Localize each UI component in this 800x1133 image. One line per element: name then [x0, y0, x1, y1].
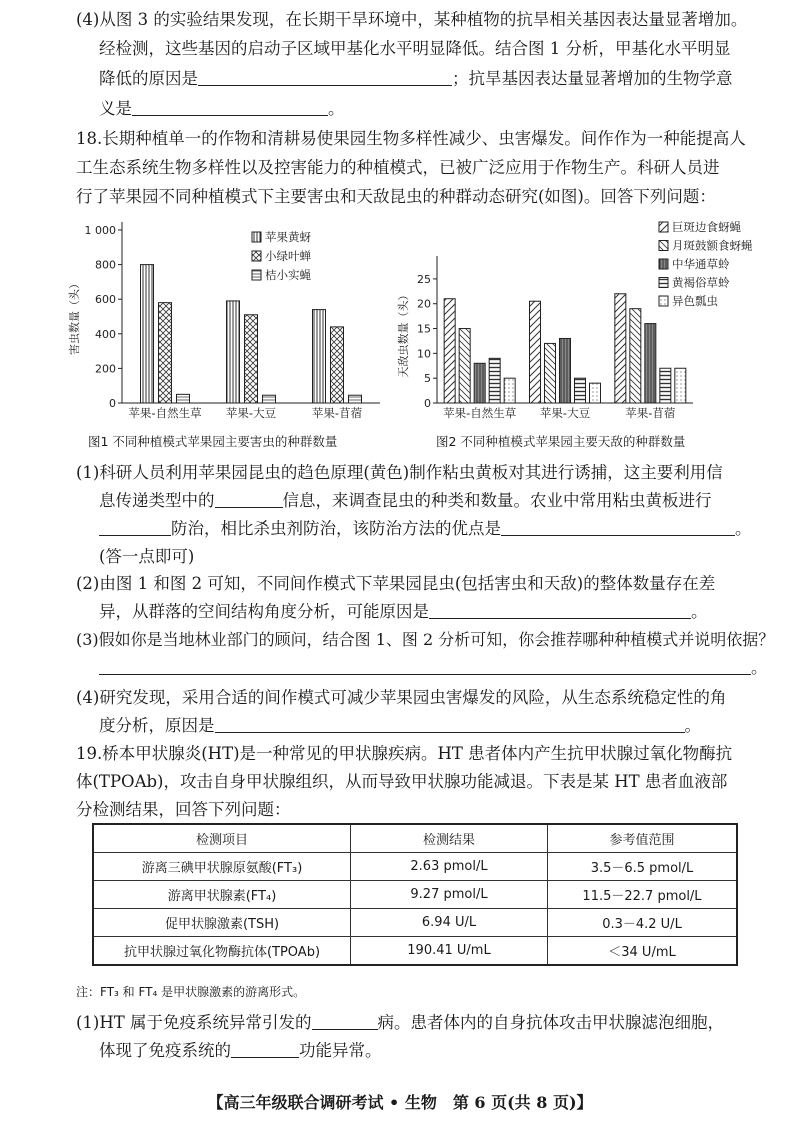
q17-4-line4-text-b: 。	[328, 99, 345, 118]
answer-blank[interactable]	[215, 716, 685, 733]
q19-1-line1	[76, 1012, 724, 1034]
q19-1-line2	[99, 1040, 382, 1062]
y-tick-label: 1 000	[84, 224, 116, 237]
table-cell: 促甲状腺激素(TSH)	[93, 909, 351, 937]
answer-blank[interactable]	[429, 602, 691, 619]
x-tick-label: 苹果-苜蓿	[625, 406, 676, 420]
table-cell: 2.63 pmol/L	[351, 853, 548, 881]
bar	[444, 299, 455, 403]
q18-1-line4: (答一点即可)	[99, 547, 195, 566]
legend-label: 异色瓢虫	[672, 294, 718, 308]
q18-1-line2-text-a: 息传递类型中的	[99, 491, 215, 510]
q19-intro-line3: 分检测结果，回答下列问题：	[76, 800, 291, 819]
test-results-table	[92, 823, 738, 966]
y-tick-label: 25	[417, 272, 431, 286]
q18-2-line2-text-a: 异，从群落的空间结构角度分析，可能原因是	[99, 602, 429, 621]
q18-3-end: 。	[751, 658, 768, 677]
q18-1-line2	[99, 490, 712, 512]
legend-swatch	[659, 296, 668, 306]
q18-4-line2	[99, 715, 701, 737]
bar	[459, 329, 470, 403]
bar	[575, 378, 586, 403]
answer-blank[interactable]	[198, 69, 452, 86]
table-cell: 3.5－6.5 pmol/L	[548, 853, 738, 881]
q18-4-line1: (4)研究发现，采用合适的间作模式可减少苹果园虫害爆发的风险，从生态系统稳定性的角	[76, 688, 727, 707]
y-axis-label: 害虫数量（头）	[68, 278, 81, 355]
q18-intro-line1: 18.长期种植单一的作物和清耕易使果园生物多样性减少、虫害爆发。间作作为一种能提高人	[76, 129, 746, 148]
legend-swatch	[659, 278, 668, 288]
answer-blank[interactable]	[501, 519, 735, 536]
bar	[560, 338, 571, 403]
q17-4-line3-text-a: 降低的原因是	[99, 69, 198, 88]
bar	[645, 324, 656, 403]
y-tick-label: 200	[95, 362, 116, 376]
q17-4-line3-text-b: ；抗旱基因表达量显著增加的生物学意	[452, 69, 733, 88]
table-header: 检测结果	[351, 824, 548, 853]
bar	[545, 343, 556, 403]
q18-3-line2	[99, 657, 768, 679]
x-tick-label: 苹果-自然生草	[128, 406, 202, 420]
q18-4-line2-text-b: 。	[684, 716, 701, 735]
table-cell: ＜34 U/mL	[548, 937, 738, 966]
y-tick-label: 15	[417, 322, 431, 336]
q17-4-line4	[99, 98, 345, 120]
q17-4-line2: 经检测，这些基因的启动子区域甲基化水平明显降低。结合图 1 分析，甲基化水平明显	[99, 39, 731, 58]
table-header: 参考值范围	[548, 824, 738, 853]
y-tick-label: 600	[95, 293, 116, 307]
q18-intro-line2: 工生态系统生物多样性以及控害能力的种植模式，已被广泛应用于作物生产。科研人员进	[76, 158, 720, 177]
legend-swatch	[252, 251, 261, 261]
page-footer: 【高三年级联合调研考试 • 生物 第 6 页(共 8 页)】	[207, 1093, 593, 1112]
table-cell: 游离三碘甲状腺原氨酸(FT₃)	[93, 853, 351, 881]
q18-3-line1: (3)假如你是当地林业部门的顾问，结合图 1、图 2 分析可知，你会推荐哪种种植模式并说明依据？	[76, 630, 775, 649]
bar	[349, 395, 362, 403]
q19-intro-line2: 体(TPOAb)，攻击自身甲状腺组织，从而导致甲状腺功能减退。下表是某 HT 患者血液部	[76, 772, 728, 791]
bar	[590, 383, 601, 403]
bar	[489, 358, 500, 403]
q19-1-line1-text-a: (1)HT 属于免疫系统异常引发的	[76, 1013, 312, 1032]
y-tick-label: 0	[424, 397, 431, 410]
q18-2-line1: (2)由图 1 和图 2 可知，不同间作模式下苹果园昆虫(包括害虫和天敌)的整体数量存在差	[76, 574, 716, 593]
answer-blank[interactable]	[99, 658, 751, 675]
q18-1-line2-text-b: 信息，来调查昆虫的种类和数量。农业中常用粘虫黄板进行	[282, 491, 712, 510]
chart2-caption: 图2 不同种植模式苹果园主要天敌的种群数量	[436, 434, 686, 449]
table-note: 注：FT₃ 和 FT₄ 是甲状腺激素的游离形式。	[76, 985, 306, 999]
chart-enemy-population	[395, 210, 775, 432]
q19-intro-line1: 19.桥本甲状腺炎(HT)是一种常见的甲状腺疾病。HT 患者体内产生抗甲状腺过氧化物酶抗	[76, 744, 733, 763]
table-cell: 9.27 pmol/L	[351, 881, 548, 909]
y-tick-label: 800	[95, 258, 116, 272]
table-cell: 190.41 U/mL	[351, 937, 548, 966]
q18-4-line2-text-a: 度分析，原因是	[99, 716, 215, 735]
table-row	[93, 909, 737, 937]
legend-swatch	[252, 232, 261, 242]
legend-label: 小绿叶蝉	[265, 249, 311, 263]
bar	[630, 309, 641, 403]
table-row	[93, 937, 737, 966]
x-tick-label: 苹果-大豆	[225, 406, 277, 420]
x-tick-label: 苹果-大豆	[539, 406, 591, 420]
answer-blank[interactable]	[132, 99, 328, 116]
table-cell: 11.5－22.7 pmol/L	[548, 881, 738, 909]
x-tick-label: 苹果-自然生草	[443, 406, 517, 420]
y-tick-label: 20	[417, 297, 431, 311]
chart-pest-population	[70, 210, 390, 432]
q18-1-line3-text-b: 。	[735, 519, 752, 538]
y-tick-label: 10	[417, 347, 431, 361]
bar	[263, 395, 276, 403]
q18-2-line2-text-b: 。	[691, 602, 708, 621]
bar	[245, 315, 258, 403]
table-cell: 0.3－4.2 U/L	[548, 909, 738, 937]
legend-swatch	[659, 241, 668, 251]
bar	[331, 327, 344, 403]
q19-1-line2-text-b: 功能异常。	[299, 1041, 382, 1060]
bar	[159, 303, 172, 403]
q17-4-line1: (4)从图 3 的实验结果发现，在长期干旱环境中，某种植物的抗旱相关基因表达量显著增加。	[76, 10, 748, 29]
bar	[504, 378, 515, 403]
bar	[313, 310, 326, 403]
legend-label: 苹果黄蚜	[265, 230, 311, 244]
x-tick-label: 苹果-苜蓿	[311, 406, 363, 420]
bar	[141, 265, 154, 403]
table-cell: 6.94 U/L	[351, 909, 548, 937]
bar	[615, 294, 626, 403]
q18-1-line1: (1)科研人员利用苹果园昆虫的趋色原理(黄色)制作粘虫黄板对其进行诱捕，这主要利用信	[76, 463, 723, 482]
answer-blank[interactable]	[99, 519, 171, 536]
q17-4-line4-text-a: 义是	[99, 99, 132, 118]
bar	[660, 368, 671, 403]
y-tick-label: 5	[424, 372, 431, 386]
table-row	[93, 881, 737, 909]
y-axis-label: 天敌虫数量（头）	[397, 289, 410, 378]
table-cell: 游离甲状腺素(FT₄)	[93, 881, 351, 909]
y-tick-label: 0	[109, 397, 116, 410]
legend-swatch	[252, 270, 261, 280]
legend-label: 黄褐俗草蛉	[672, 275, 730, 290]
legend-label: 桔小实蝇	[265, 268, 311, 282]
q18-2-line2	[99, 601, 708, 623]
q18-1-line3	[99, 518, 752, 540]
answer-blank[interactable]	[215, 491, 283, 508]
y-tick-label: 400	[95, 327, 116, 341]
legend-swatch	[659, 259, 668, 269]
table-cell: 抗甲状腺过氧化物酶抗体(TPOAb)	[93, 937, 351, 966]
legend-label: 巨斑边食蚜蝇	[672, 220, 741, 234]
bar	[227, 301, 240, 403]
q18-1-line3-text-a: 防治，相比杀虫剂防治，该防治方法的优点是	[171, 519, 501, 538]
bar	[530, 301, 541, 403]
table-row	[93, 853, 737, 881]
legend-label: 月斑鼓额食蚜蝇	[672, 238, 753, 253]
q19-1-line2-text-a: 体现了免疫系统的	[99, 1041, 231, 1060]
q18-intro-line3: 行了苹果园不同种植模式下主要害虫和天敌昆虫的种群动态研究(如图)。回答下列问题：	[76, 187, 716, 206]
q17-4-line3	[99, 68, 733, 90]
answer-blank[interactable]	[312, 1013, 378, 1030]
legend-label: 中华通草蛉	[672, 257, 730, 271]
table-header-row	[93, 824, 737, 853]
bar	[675, 368, 686, 403]
table-header: 检测项目	[93, 824, 351, 853]
q19-1-line1-text-b: 病。患者体内的自身抗体攻击甲状腺滤泡细胞，	[377, 1013, 725, 1032]
bar	[177, 394, 190, 403]
answer-blank[interactable]	[231, 1041, 299, 1058]
bar	[474, 363, 485, 403]
chart1-caption: 图1 不同种植模式苹果园主要害虫的种群数量	[88, 434, 338, 449]
legend-swatch	[659, 222, 668, 232]
